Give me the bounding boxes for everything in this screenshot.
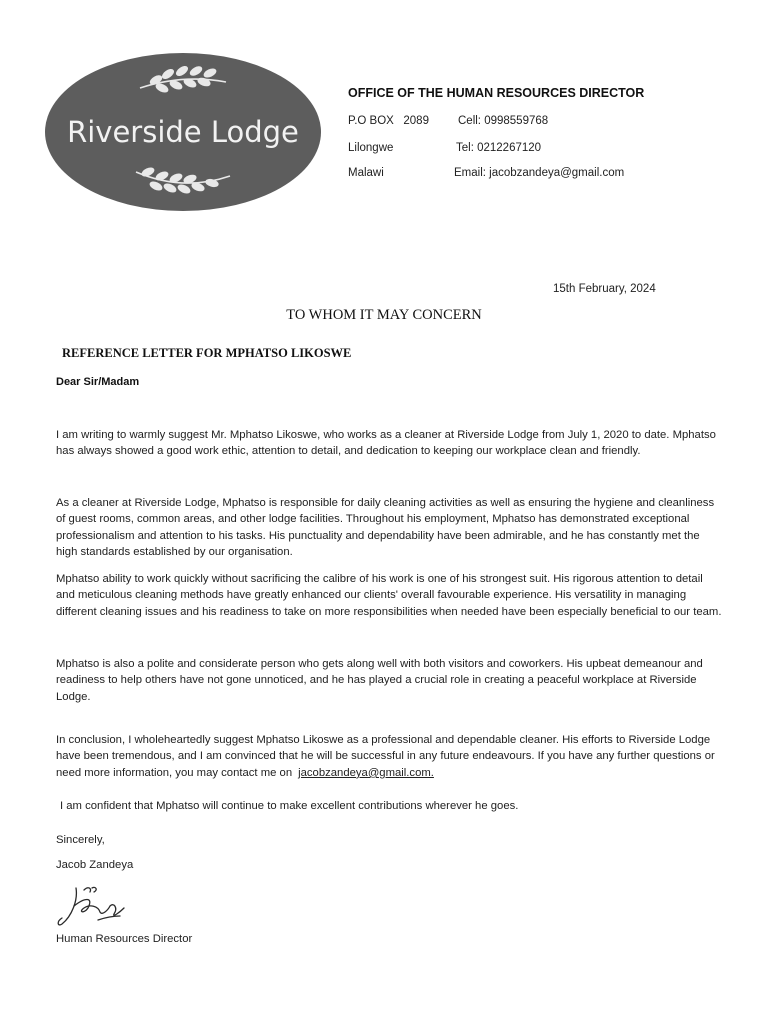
- po-box: P.O BOX 2089: [348, 115, 429, 127]
- paragraph-3: Mphatso ability to work quickly without sacrificing the calibre of his work is one of his strongest suit. His rigorous attention to detail and meticulous cleaning methods have greatly enhanced our clients' overall favourable experience. His versatility in managing different cleaning issues and his readiness to take on more responsibilities when needed have been especially beneficial to our team.: [56, 573, 722, 618]
- signer-role: Human Resources Director: [56, 933, 193, 945]
- signer-name: Jacob Zandeya: [56, 859, 134, 871]
- to-whom-heading: TO WHOM IT MAY CONCERN: [286, 307, 482, 323]
- paragraph-1: I am writing to warmly suggest Mr. Mphatso Likoswe, who works as a cleaner at Riverside Lodge from July 1, 2020 to date. Mphatso has always showed a good work ethic, attention to detail, and dedication to keeping our workplace clean and friendly.: [56, 429, 716, 458]
- logo-text: Riverside Lodge: [67, 115, 299, 149]
- paragraph-2: As a cleaner at Riverside Lodge, Mphatso is responsible for daily cleaning activities as well as ensuring the hygiene and cleanliness of guest rooms, common areas, and other lodge facilities. Throughout his employment, Mphatso has demonstrated exceptional professionalism and attention to his tasks. His punctuality and dependability have been admirable, and he has constantly met the high standards established by our organisation.: [56, 497, 715, 559]
- paragraph-5: [56, 732, 724, 781]
- contact-email-link[interactable]: jacobzandeya@gmail.com.: [298, 766, 434, 779]
- country: Malawi: [348, 167, 384, 179]
- office-title: OFFICE OF THE HUMAN RESOURCES DIRECTOR: [348, 86, 645, 100]
- reference-heading: REFERENCE LETTER FOR MPHATSO LIKOSWE: [62, 346, 352, 360]
- closing-paragraph: I am confident that Mphatso will continue to make excellent contributions wherever he goes.: [60, 800, 519, 812]
- tel-number: Tel: 0212267120: [456, 142, 542, 154]
- handwritten-signature: [54, 882, 134, 930]
- cell-number: Cell: 0998559768: [458, 115, 549, 127]
- city: Lilongwe: [348, 142, 394, 154]
- salutation: Dear Sir/Madam: [56, 376, 140, 388]
- sign-off: Sincerely,: [56, 834, 105, 846]
- riverside-lodge-logo: [44, 52, 322, 212]
- paragraph-4: Mphatso is also a polite and considerate person who gets along well with both visitors and coworkers. His upbeat demeanour and readiness to help others have not gone unnoticed, and he has played a crucial role in creating a peaceful workplace at Riverside Lodge.: [56, 658, 703, 703]
- letter-date: 15th February, 2024: [553, 283, 656, 295]
- header-email: Email: jacobzandeya@gmail.com: [454, 167, 625, 179]
- paragraph-5-text: In conclusion, I wholeheartedly suggest Mphatso Likoswe as a professional and dependable cleaner. His efforts to Riverside Lodge have been tremendous, and I am convinced that he will be successful in any future endeavours. If you have any further questions or need more information, you may contact me on: [56, 734, 715, 779]
